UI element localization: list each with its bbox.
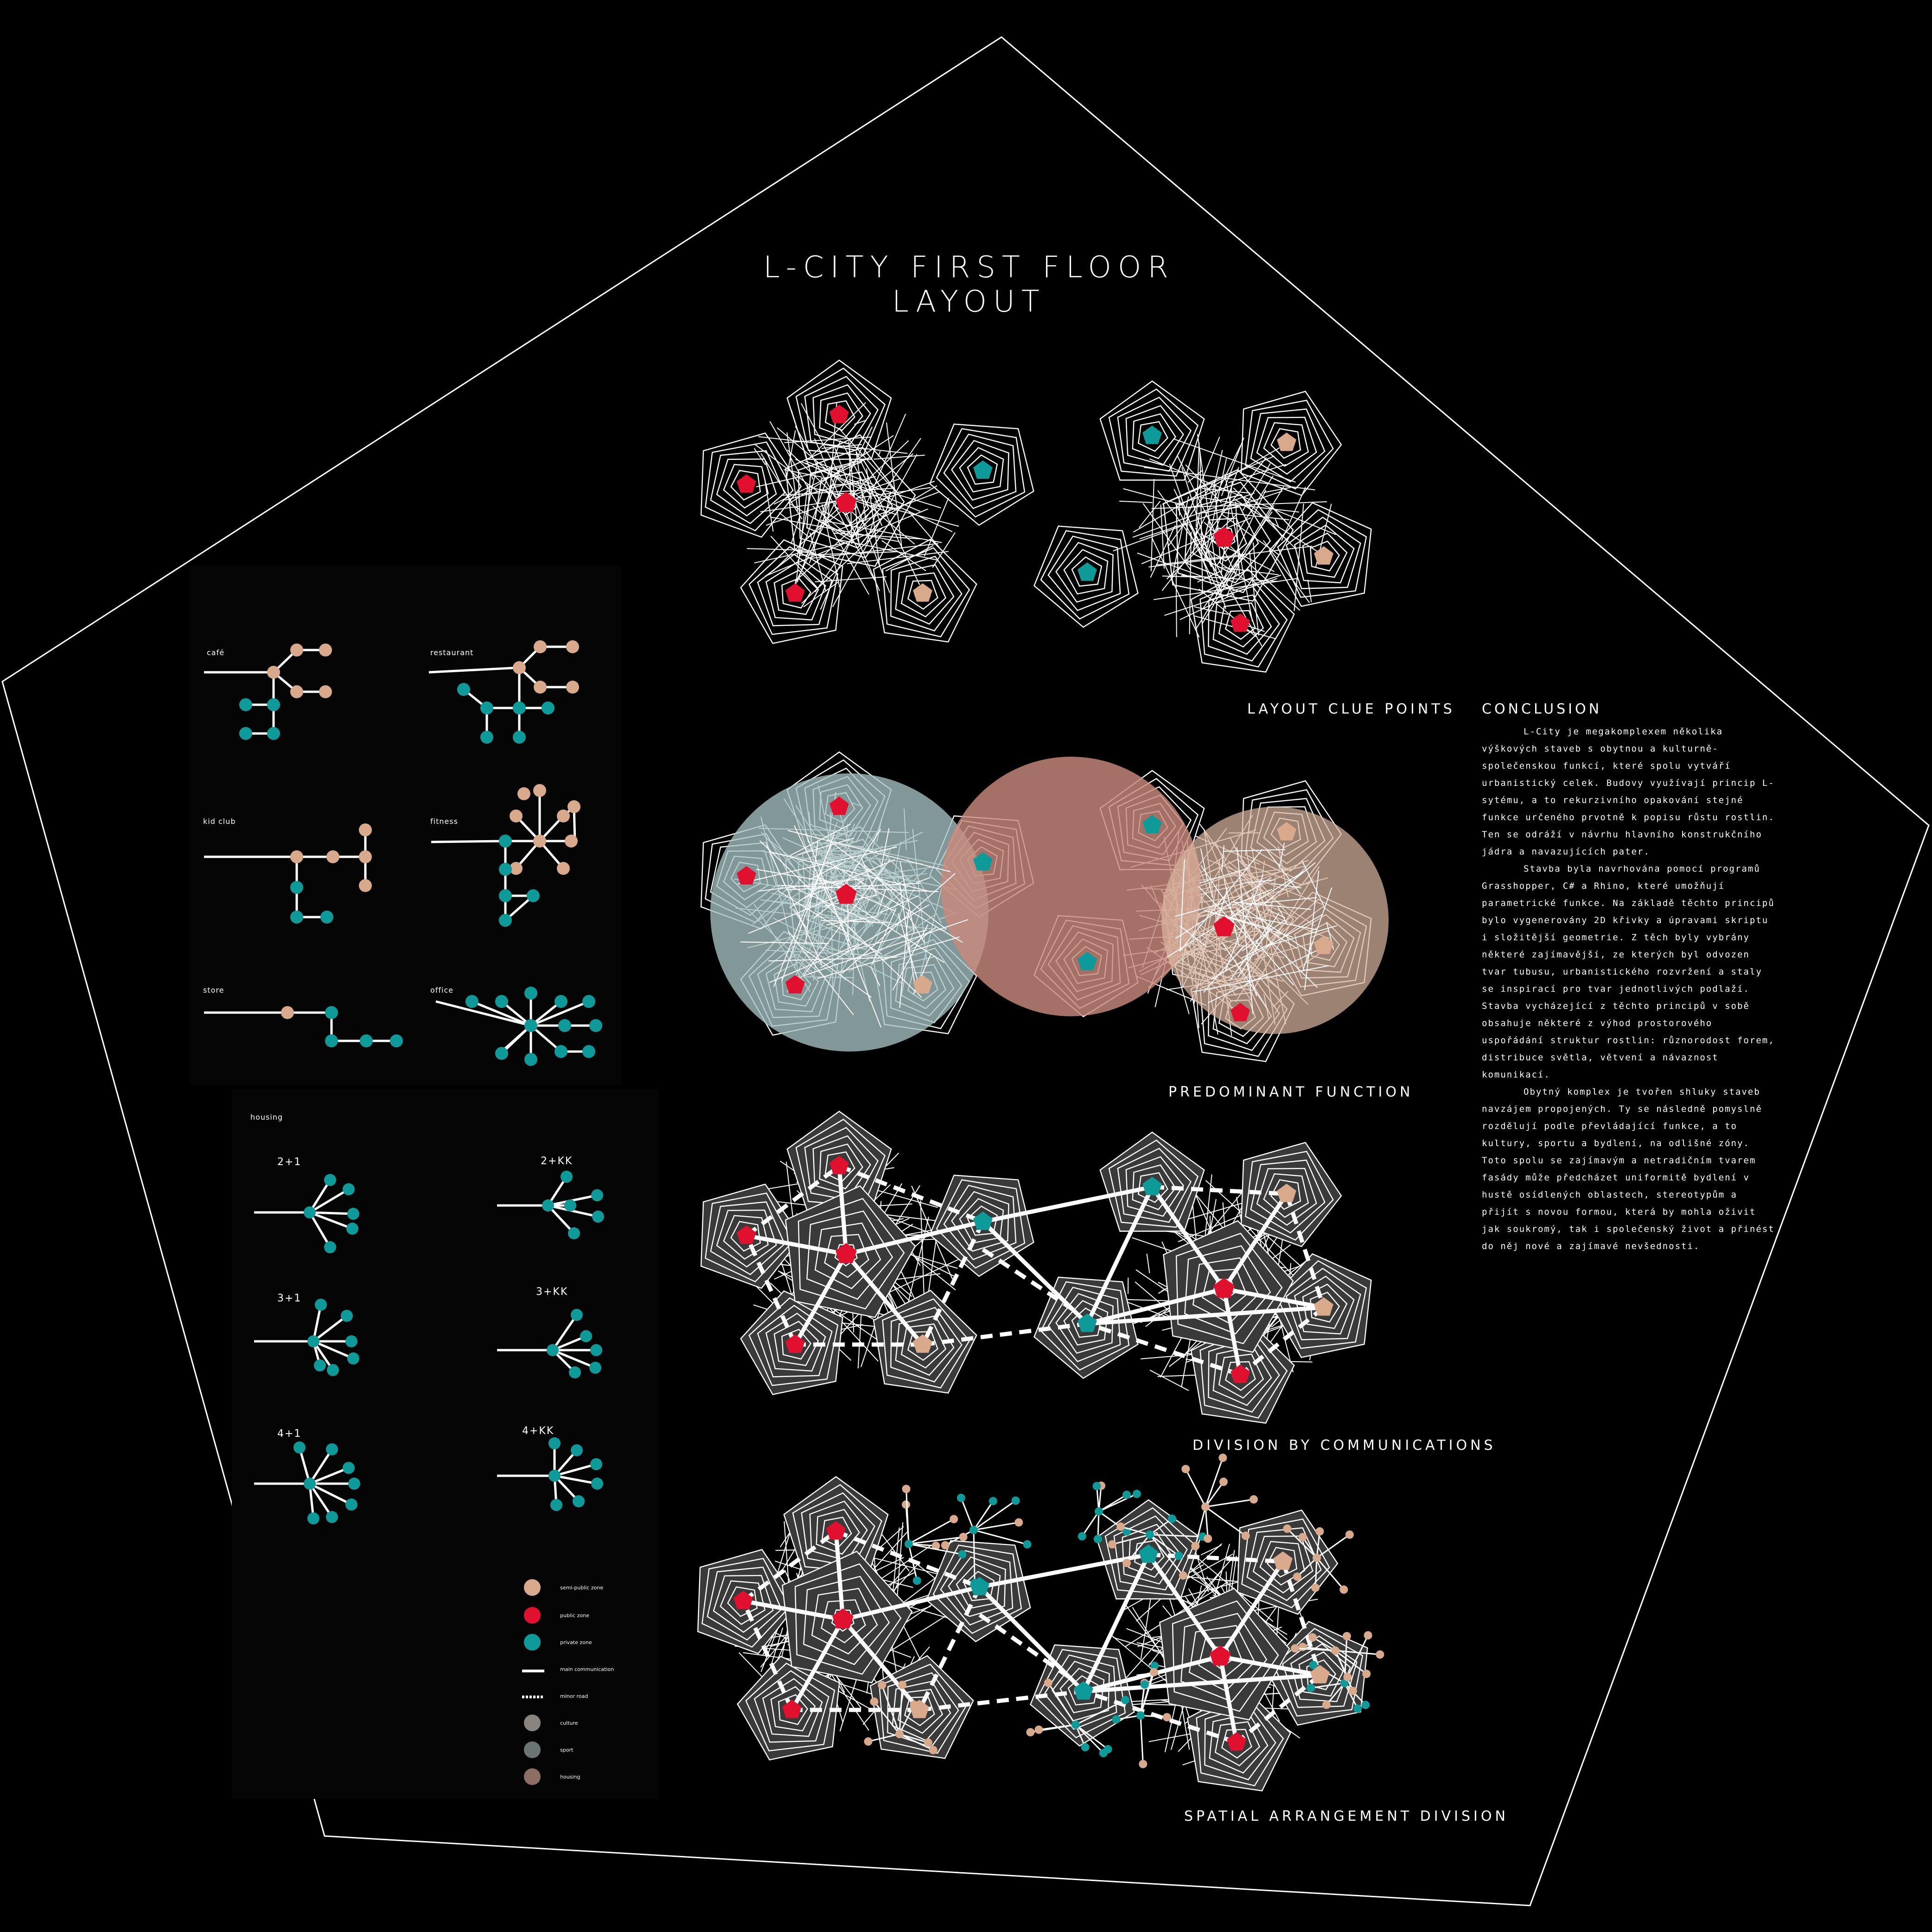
branch-node [969, 1526, 978, 1534]
graph-node [571, 1444, 583, 1456]
functions-panel [190, 566, 621, 1085]
branch-node [1163, 1713, 1171, 1722]
branch-node [1122, 1559, 1131, 1567]
graph-node [480, 731, 493, 744]
branch-line [1205, 1507, 1246, 1536]
caption-predominant-function: PREDOMINANT FUNCTION [1168, 1084, 1414, 1100]
graph-node [307, 1335, 319, 1347]
graph-node [324, 1241, 336, 1253]
legend-label-housing: housing [560, 1774, 580, 1780]
branch-node [1181, 1465, 1190, 1473]
graph-node [499, 914, 512, 927]
function-label-office: office [430, 986, 454, 995]
branch-node [1023, 1540, 1032, 1549]
branch-node [1299, 1533, 1307, 1541]
branch-node [1071, 1721, 1080, 1729]
graph-node [590, 1458, 602, 1470]
branch-node [1345, 1530, 1354, 1539]
graph-node [239, 727, 252, 740]
graph-node [239, 698, 252, 711]
graph-node [561, 1171, 573, 1183]
housing-label-4-kk: 4+KK [522, 1425, 555, 1437]
branch-node [1116, 1523, 1125, 1531]
graph-node [293, 1441, 306, 1454]
graph-edge [431, 841, 505, 842]
graph-node [347, 1352, 359, 1365]
branch-node [1168, 1515, 1176, 1523]
caption-spatial-arrangement-division: SPATIAL ARRANGEMENT DIVISION [1184, 1808, 1509, 1824]
housing-label-4-1: 4+1 [277, 1428, 302, 1440]
branch-node [1311, 1583, 1320, 1592]
graph-node [465, 995, 478, 1008]
graph-node [582, 995, 595, 1008]
graph-node [589, 1362, 601, 1374]
branch-node [1136, 1711, 1145, 1720]
graph-node [346, 1223, 358, 1235]
branch-line [974, 1501, 993, 1530]
legend-label-semi-public: semi-public zone [560, 1585, 604, 1591]
branch-node [924, 1739, 932, 1747]
graph-node [510, 810, 523, 823]
branch-node [941, 1541, 950, 1549]
branch-line [1205, 1499, 1254, 1507]
graph-node [290, 644, 303, 657]
branch-node [1078, 1532, 1086, 1541]
branch-node [1108, 1540, 1116, 1549]
graph-node [542, 1199, 554, 1211]
conclusion-heading: CONCLUSION [1482, 701, 1602, 717]
branch-node [1364, 1631, 1372, 1639]
branch-node [1219, 1478, 1228, 1486]
branch-node [1339, 1586, 1348, 1594]
graph-node [524, 1053, 537, 1066]
function-label-fitness: fitness [430, 817, 459, 826]
zone-dot [973, 460, 993, 479]
branch-node [895, 1730, 904, 1738]
graph-node [314, 1359, 326, 1371]
branch-node [959, 1533, 968, 1541]
graph-node [345, 1498, 357, 1511]
branch-line [909, 1519, 954, 1544]
public-dot [524, 1607, 541, 1624]
branch-line [1082, 1511, 1099, 1537]
branch-node [1146, 1530, 1154, 1539]
branch-node [1141, 1680, 1149, 1689]
graph-node [390, 1034, 403, 1047]
branch-line [974, 1530, 1027, 1544]
caption-division-by-communications: DIVISION BY COMMUNICATIONS [1192, 1437, 1496, 1454]
branch-node [1308, 1633, 1317, 1641]
graph-node [267, 666, 280, 679]
branch-node [1343, 1673, 1352, 1681]
layout-clue-points-diagram [701, 360, 1371, 672]
graph-node [591, 1478, 603, 1490]
graph-node [327, 1364, 339, 1376]
graph-node [281, 1006, 294, 1019]
graph-node [499, 863, 512, 876]
graph-node [534, 681, 547, 694]
semi-public-dot [524, 1579, 541, 1596]
legend-label-main-communication: main communication [560, 1666, 614, 1672]
graph-node [343, 1462, 355, 1474]
housing-label-2-1: 2+1 [277, 1156, 302, 1168]
lattice-line [837, 539, 937, 560]
branch-node [1293, 1573, 1301, 1581]
branch-node [1331, 1646, 1339, 1655]
graph-node [533, 835, 546, 848]
branch-node [1349, 1687, 1357, 1695]
graph-node [565, 835, 578, 848]
spatial-arrangement-division-diagram [698, 1454, 1384, 1791]
lattice-line [1119, 501, 1152, 503]
housing-title: housing [250, 1113, 283, 1122]
branch-node [1093, 1482, 1101, 1490]
housing-label-3-kk: 3+KK [536, 1286, 568, 1298]
branch-node [1353, 1704, 1362, 1713]
graph-node [564, 1199, 576, 1211]
branch-node [1322, 1701, 1331, 1709]
graph-node [499, 889, 512, 902]
graph-node [573, 1495, 585, 1507]
branch-line [1141, 1715, 1143, 1764]
zone-dot [1277, 433, 1296, 451]
graph-node [290, 685, 303, 698]
graph-node [524, 1019, 537, 1032]
branch-node [1012, 1497, 1020, 1505]
branch-node [1307, 1684, 1315, 1692]
graph-edge [310, 1212, 353, 1214]
branch-node [1094, 1535, 1102, 1543]
legend-label-sport: sport [560, 1747, 574, 1753]
graph-node [548, 1437, 561, 1449]
lattice-line [1176, 573, 1177, 637]
branch-node [1313, 1554, 1321, 1562]
branch-node [905, 1540, 913, 1548]
conclusion-paragraph: Stavba byla navrhována pomocí programů Grasshopper, C# a Rhino, které umožňují parametrické funkce. Na základě těchto principů bylo vygenerovány 2D křivky a úpravami skriptu i složitější geometrie. Z těch byly vybrány některé zajímavější, ze kterých byl odvozen tvar tubusu, urbanistického rozvržení a staly se inspirací pro tvar jednotlivých podlaží. Stavba vycházející z těchto principů v sobě obsahuje některé z výhod prostorového uspořádání struktur rostlin: různorodost forem, distribuce světla, větvení a návaznost komunikací. [1482, 864, 1775, 1080]
graph-node [534, 640, 547, 653]
conclusion-paragraph: L-City je megakomplexem několika výškových staveb s obytnou a kulturně-společenskou funkcí, které spolu vytváří urbanistický celek. Budovy využívají princip L-sytému, a to rekurzivního opakování stejné funkce určeného prvotně k popisu růstu rostlin. Ten se odráží v návrhu hlavního konstrukčního jádra a navazujících pater. [1482, 727, 1775, 857]
graph-node [319, 685, 332, 698]
branch-line [1186, 1469, 1205, 1507]
branch-line [1205, 1482, 1224, 1507]
lattice-line [1308, 580, 1312, 602]
graph-node [324, 1174, 336, 1186]
graph-node [267, 727, 280, 740]
branch-node [957, 1494, 965, 1502]
branch-line [1205, 1507, 1208, 1539]
branch-line [961, 1498, 974, 1530]
graph-node [513, 661, 526, 674]
legend-label-minor-road: minor road [560, 1693, 588, 1699]
zone-dot [1142, 426, 1162, 444]
graph-node [566, 681, 579, 694]
conclusion-text [1482, 723, 1779, 1255]
lattice-line [1151, 479, 1154, 571]
graph-node [304, 1478, 316, 1490]
sport-zone-circle [941, 757, 1201, 1016]
sport-dot [524, 1741, 541, 1758]
graph-node [590, 1344, 602, 1356]
zone-dot [737, 474, 756, 493]
branch-node [1362, 1670, 1371, 1678]
branch-node [902, 1485, 911, 1493]
graph-node [569, 1366, 581, 1378]
graph-node [347, 1208, 359, 1220]
graph-node [348, 1478, 360, 1490]
graph-node [558, 1019, 571, 1032]
graph-node [567, 800, 580, 813]
housing-dot [524, 1768, 541, 1785]
branch-node [1133, 1490, 1141, 1498]
branch-node [1081, 1743, 1090, 1751]
culture-dot [524, 1715, 541, 1731]
branch-node [898, 1681, 906, 1689]
branch-node [1201, 1503, 1210, 1511]
graph-node [533, 784, 546, 797]
graph-node [555, 1045, 567, 1058]
function-label-restaurant: restaurant [430, 648, 474, 657]
graph-node [307, 1512, 319, 1524]
branch-node [950, 1515, 958, 1523]
branch-node [1343, 1632, 1351, 1640]
graph-node [326, 1511, 338, 1523]
branch-node [1283, 1524, 1291, 1533]
graph-node [290, 911, 303, 924]
graph-node [320, 911, 333, 924]
function-label-cafe: café [207, 648, 225, 657]
graph-node [341, 1310, 353, 1322]
zone-dot [785, 583, 805, 602]
graph-node [325, 1034, 338, 1047]
graph-node [326, 1443, 338, 1455]
branch-node [1095, 1507, 1103, 1516]
predominant-function-diagram [701, 752, 1389, 1061]
branch-node [1099, 1749, 1108, 1757]
branch-node [1242, 1531, 1250, 1540]
graph-node [315, 1299, 327, 1311]
graph-node [557, 862, 570, 875]
graph-node [304, 1206, 316, 1218]
graph-node [267, 698, 280, 711]
branch-node [864, 1737, 873, 1746]
graph-node [495, 1047, 508, 1060]
graph-node [566, 640, 579, 653]
branch-node [878, 1681, 886, 1689]
branch-node [1150, 1668, 1158, 1677]
graph-node [591, 1189, 603, 1201]
graph-node [359, 850, 372, 863]
lattice-line [913, 1256, 955, 1276]
lattice-line [1147, 1254, 1150, 1273]
legend-label-private: private zone [560, 1639, 592, 1645]
branch-node [902, 1500, 910, 1509]
graph-node [325, 1006, 338, 1019]
zone-dot [829, 405, 849, 423]
graph-node [555, 995, 567, 1008]
branch-node [1112, 1715, 1120, 1724]
branch-node [1034, 1726, 1043, 1734]
branch-node [1179, 1571, 1187, 1580]
branch-node [1139, 1760, 1147, 1768]
graph-node [513, 731, 526, 744]
branch-node [1191, 1542, 1199, 1550]
caption-layout-clue-points: LAYOUT CLUE POINTS [1247, 701, 1455, 717]
graph-node [580, 1330, 592, 1342]
branch-node [1014, 1518, 1023, 1527]
graph-node [345, 1335, 357, 1347]
branch-node [1298, 1643, 1307, 1651]
function-label-kid-club: kid club [203, 817, 236, 826]
branch-node [1122, 1491, 1131, 1499]
graph-node [480, 701, 493, 714]
branch-node [870, 1697, 878, 1706]
graph-node [359, 823, 372, 836]
branch-node [929, 1746, 937, 1754]
branch-node [1218, 1454, 1227, 1462]
graph-node [517, 787, 530, 800]
function-label-store: store [203, 986, 224, 995]
graph-node [582, 1045, 595, 1058]
graph-node [495, 995, 508, 1008]
graph-node [557, 810, 570, 823]
branch-node [1204, 1535, 1212, 1543]
branch-line [974, 1523, 1019, 1530]
graph-node [571, 1309, 583, 1321]
branch-node [1376, 1651, 1384, 1659]
graph-node [542, 701, 555, 714]
graph-node [547, 1344, 559, 1356]
housing-label-3-1: 3+1 [277, 1293, 302, 1304]
graph-node [550, 1499, 562, 1511]
graph-node [592, 1211, 604, 1223]
graph-node [360, 1034, 373, 1047]
branch-node [989, 1497, 997, 1505]
graph-node [319, 644, 332, 657]
branch-node [1250, 1495, 1258, 1504]
branch-node [1361, 1701, 1370, 1709]
legend-label-culture: culture [560, 1720, 578, 1726]
graph-node [548, 1470, 561, 1482]
conclusion-paragraph: Obytný komplex je tvořen shluky staveb navzájem propojených. Ty se následně pomyslně rozdělují podle převládající funkce, a to kultury, sportu a bydlení, na odlišné zóny. Toto spolu se zajímavým a netradičním tvarem fasády může předcházet uniformitě bydlení v hustě osídlených oblastech, stereotypům a přijít s novou formou, která by mohla oživit jak soukromý, tak i společenský život a přinést do něj nové a zajímavé nevšednosti. [1482, 1087, 1775, 1251]
graph-node [527, 889, 540, 902]
branch-node [1291, 1644, 1299, 1652]
graph-node [290, 881, 303, 894]
housing-label-2-kk: 2+KK [541, 1155, 573, 1167]
page-title: L-CITY FIRST FLOOR LAYOUT [763, 250, 1175, 319]
branch-line [974, 1501, 1016, 1530]
branch-line [1099, 1495, 1127, 1511]
branch-node [958, 1550, 967, 1558]
private-dot [524, 1634, 541, 1651]
division-by-communications-diagram [701, 1111, 1371, 1423]
graph-node [499, 835, 512, 848]
branch-node [1315, 1527, 1324, 1536]
graph-node [513, 701, 526, 714]
graph-node [589, 1019, 602, 1032]
lattice-line [786, 1162, 793, 1218]
graph-node [524, 987, 537, 1000]
graph-node [457, 683, 470, 696]
graph-node [290, 850, 303, 863]
zone-dot [1231, 613, 1250, 632]
legend-label-public: public zone [560, 1613, 589, 1619]
graph-node [568, 1227, 580, 1239]
zone-dot [1078, 562, 1097, 581]
graph-node [326, 850, 339, 863]
branch-node [1175, 1551, 1183, 1560]
branch-node [1027, 1728, 1035, 1736]
zone-dot [1314, 546, 1333, 565]
branch-node [913, 1576, 921, 1585]
graph-node [343, 1183, 355, 1195]
housing-zone-circle [1161, 807, 1389, 1034]
graph-node [359, 879, 372, 892]
branch-node [1121, 1696, 1129, 1704]
zone-dot [913, 583, 932, 602]
branch-node [1044, 1679, 1052, 1687]
